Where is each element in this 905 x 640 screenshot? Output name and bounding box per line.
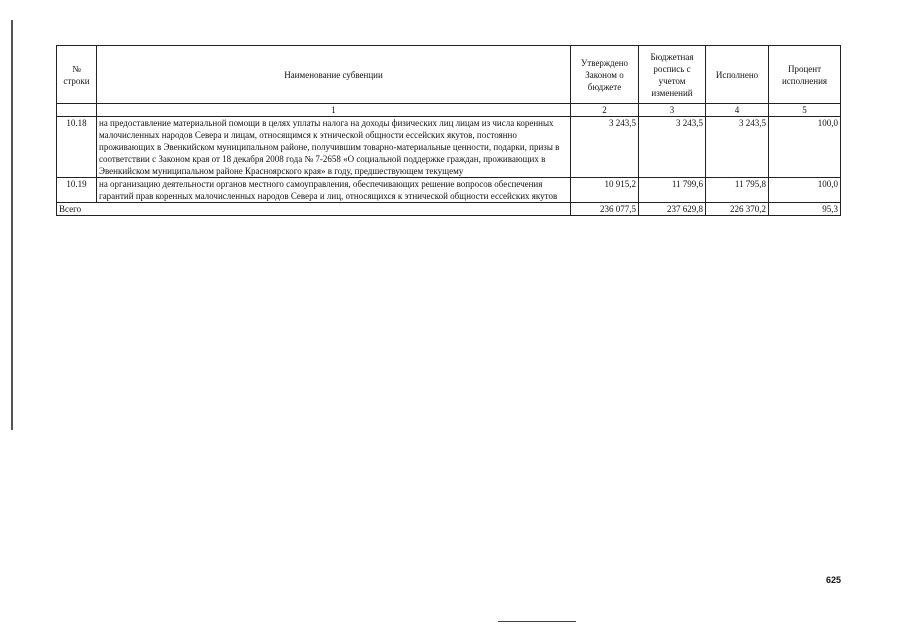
header-name: Наименование субвенции [97,46,571,104]
table-row [57,117,841,178]
column-index-empty [57,104,97,117]
subvention-name: на организацию деятельности органов местного самоуправления, обеспечивающих решение вопросов обеспечения гарантий прав коренных малочисленных народов Севера и лиц, относящихся к этнической общности ессейских якутов [97,178,571,203]
table-row [57,178,841,203]
percent-value: 100,0 [769,178,841,203]
total-executed: 226 370,2 [706,203,769,216]
column-index-row [57,104,841,117]
header-approved: Утверждено Законом о бюджете [571,46,639,104]
column-index: 3 [639,104,706,117]
subvention-name: на предоставление материальной помощи в целях уплаты налога на доходы физических лиц лицам из числа коренных малочисленных народов Севера и лицам, относящимся к этнической общности ессейских якутов, постоянно проживающих в Эвенкийском муниципальном районе, получившим товарно-материальные ценности, подарки, призы в соответствии с Законом края от 18 декабря 2008 года № 7-2658 «О социальной поддержке граждан, проживающих в Эвенкийском муниципальном районе Красноярского края» в году, предшествующем текущему [97,117,571,178]
column-index: 1 [97,104,571,117]
footer-rule [498,621,576,622]
approved-value: 3 243,5 [571,117,639,178]
page-number: 625 [826,575,842,585]
percent-value: 100,0 [769,117,841,178]
approved-value: 10 915,2 [571,178,639,203]
subvention-table [56,45,841,216]
header-row [57,46,841,104]
column-index: 5 [769,104,841,117]
total-label: Всего [57,203,571,216]
total-row [57,203,841,216]
column-index: 2 [571,104,639,117]
column-index: 4 [706,104,769,117]
total-approved: 236 077,5 [571,203,639,216]
header-executed: Исполнено [706,46,769,104]
executed-value: 3 243,5 [706,117,769,178]
header-row-no: № строки [57,46,97,104]
executed-value: 11 795,8 [706,178,769,203]
total-budget-list: 237 629,8 [639,203,706,216]
row-number: 10.19 [57,178,97,203]
total-percent: 95,3 [769,203,841,216]
budget-list-value: 11 799,6 [639,178,706,203]
budget-list-value: 3 243,5 [639,117,706,178]
row-number: 10.18 [57,117,97,178]
left-edge-line [11,20,13,430]
header-budget-list: Бюджетная роспись с учетом изменений [639,46,706,104]
header-percent: Процент исполнения [769,46,841,104]
